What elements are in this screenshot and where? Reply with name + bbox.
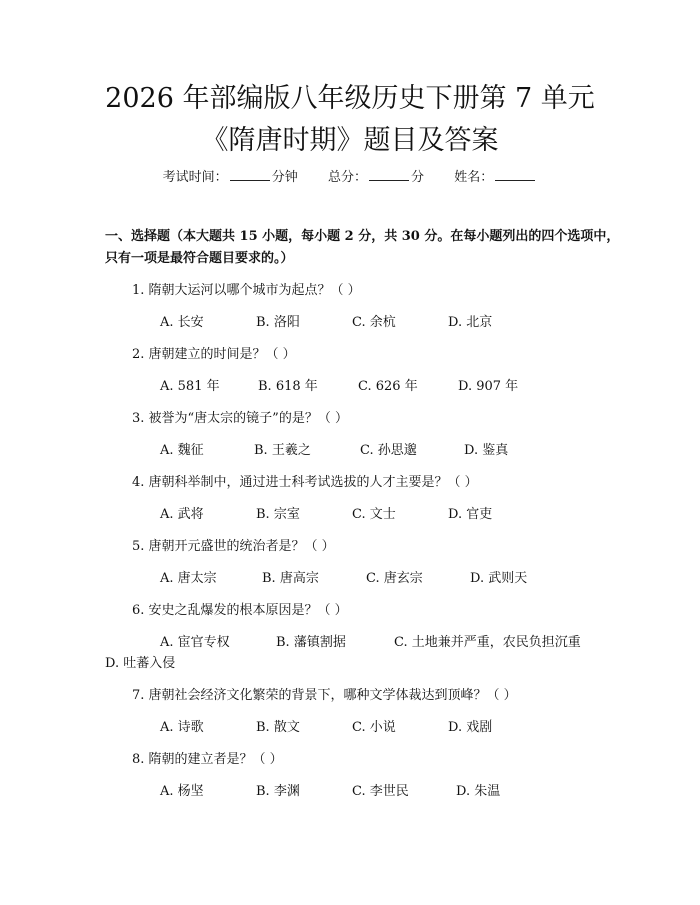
question-4-option-b[interactable]: B. 宗室 (256, 507, 300, 522)
total-score-blank[interactable] (369, 168, 409, 181)
section-heading: 一、选择题（本大题共 15 小题，每小题 2 分，共 30 分。在每小题列出的四个选项中，只有一项是最符合题目要求的。） (105, 229, 620, 266)
exam-time-unit: 分钟 (271, 170, 298, 185)
question-5-options (160, 569, 527, 589)
question-5-option-b[interactable]: B. 唐高宗 (262, 571, 319, 586)
question-4-stem: 4. 唐朝科举制中，通过进士科考试选拔的人才主要是？（ ） (132, 475, 478, 490)
question-3-option-b[interactable]: B. 王羲之 (254, 443, 311, 458)
question-7-option-d[interactable]: D. 戏剧 (448, 720, 493, 735)
question-1-option-d[interactable]: D. 北京 (448, 315, 493, 330)
question-1-stem: 1. 隋朝大运河以哪个城市为起点？（ ） (132, 283, 361, 298)
question-2-option-d[interactable]: D. 907 年 (458, 379, 519, 394)
exam-time-field (163, 168, 298, 188)
document-title: 2026 年部编版八年级历史下册第 7 单元《隋唐时期》题目及答案 (105, 83, 595, 156)
student-name-label: 姓名： (454, 170, 494, 185)
question-7-option-c[interactable]: C. 小说 (352, 720, 396, 735)
question-5-stem: 5. 唐朝开元盛世的统治者是？（ ） (132, 539, 335, 554)
exam-time-label: 考试时间： (162, 170, 228, 185)
question-2-stem: 2. 唐朝建立的时间是？（ ） (132, 347, 296, 362)
exam-time-blank[interactable] (230, 168, 270, 181)
question-7-stem: 7. 唐朝社会经济文化繁荣的背景下，哪种文学体裁达到顶峰？（ ） (132, 688, 517, 703)
question-3-option-a[interactable]: A. 魏征 (160, 443, 204, 458)
question-1-option-b[interactable]: B. 洛阳 (256, 315, 300, 330)
question-8-option-a[interactable]: A. 杨坚 (160, 784, 204, 799)
question-2-option-a[interactable]: A. 581 年 (160, 379, 220, 394)
question-7-option-a[interactable]: A. 诗歌 (160, 720, 204, 735)
question-5-option-d[interactable]: D. 武则天 (470, 571, 528, 586)
question-6-option-a[interactable]: A. 宦官专权 (160, 635, 230, 650)
question-6-options (105, 632, 625, 654)
student-name-field (454, 168, 537, 188)
question-2-option-b[interactable]: B. 618 年 (258, 379, 318, 394)
question-8-options (160, 782, 500, 802)
question-2-option-c[interactable]: C. 626 年 (358, 379, 418, 394)
question-3-options (160, 441, 508, 461)
question-8-option-d[interactable]: D. 朱温 (456, 784, 501, 799)
total-score-field (328, 168, 424, 188)
question-7-option-b[interactable]: B. 散文 (256, 720, 300, 735)
student-name-blank[interactable] (495, 168, 535, 181)
question-4-option-c[interactable]: C. 文士 (352, 507, 396, 522)
question-6-option-c[interactable]: C. 土地兼并严重，农民负担沉重 (394, 635, 581, 650)
question-6-option-b[interactable]: B. 藩镇割据 (276, 635, 346, 650)
question-4-option-d[interactable]: D. 官吏 (448, 507, 493, 522)
question-5-option-a[interactable]: A. 唐太宗 (160, 571, 217, 586)
question-8-option-c[interactable]: C. 李世民 (352, 784, 409, 799)
question-4-options (160, 505, 492, 525)
total-score-label: 总分： (327, 170, 367, 185)
question-7-options (160, 718, 492, 738)
question-3-option-c[interactable]: C. 孙思邈 (360, 443, 417, 458)
question-6-stem: 6. 安史之乱爆发的根本原因是？（ ） (132, 603, 348, 618)
question-8-stem: 8. 隋朝的建立者是？（ ） (132, 752, 283, 767)
question-6-option-d[interactable]: D. 吐蕃入侵 (105, 656, 176, 671)
total-score-unit: 分 (411, 170, 425, 185)
question-4-option-a[interactable]: A. 武将 (160, 507, 204, 522)
question-3-option-d[interactable]: D. 鉴真 (464, 443, 509, 458)
question-3-stem: 3. 被誉为“唐太宗的镜子”的是？（ ） (132, 411, 348, 426)
question-2-options (160, 377, 518, 397)
question-5-option-c[interactable]: C. 唐玄宗 (366, 571, 423, 586)
question-1-option-a[interactable]: A. 长安 (160, 315, 204, 330)
question-8-option-b[interactable]: B. 李渊 (256, 784, 300, 799)
exam-info-line (0, 168, 700, 188)
question-1-option-c[interactable]: C. 余杭 (352, 315, 396, 330)
question-1-options (160, 313, 492, 333)
